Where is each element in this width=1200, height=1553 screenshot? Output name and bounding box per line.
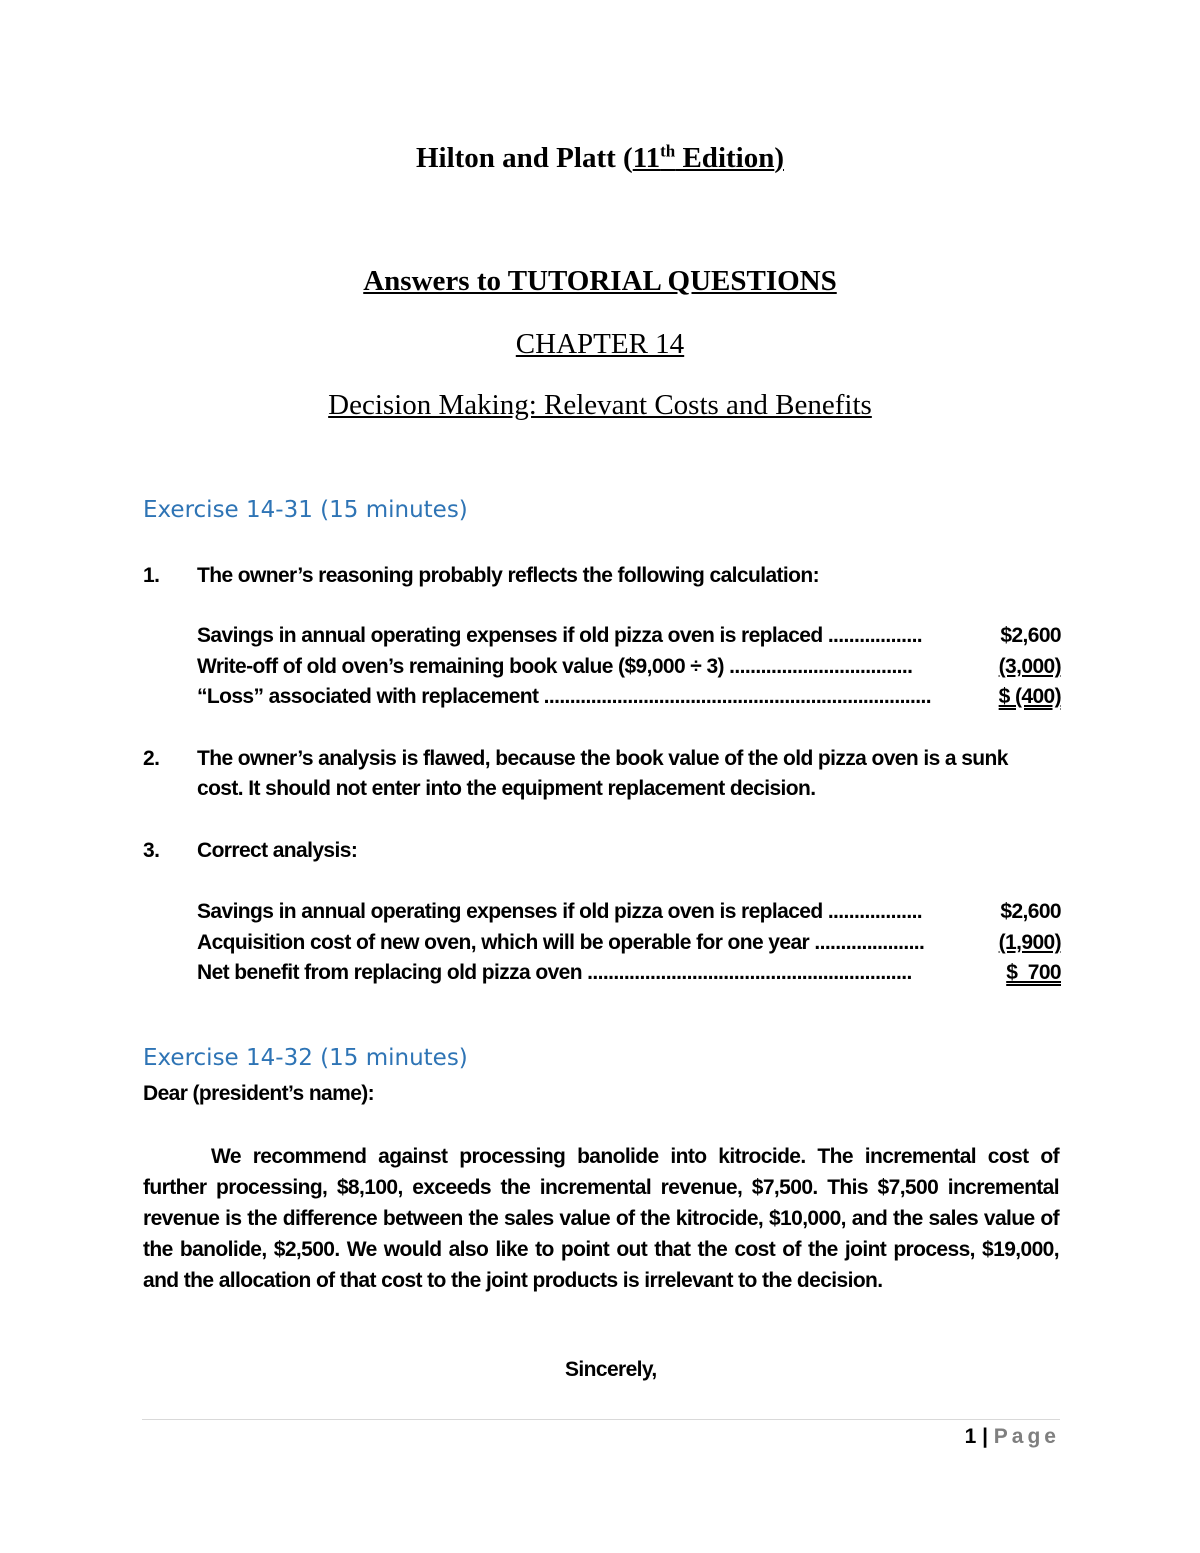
calc-row-label: Net benefit from replacing old pizza oven .............................................................. <box>197 961 912 984</box>
calc-row <box>197 900 1061 930</box>
calc-row-label: Write-off of old oven’s remaining book value ($9,000 ÷ 3) ................................... <box>197 655 913 678</box>
calc-row-label: Savings in annual operating expenses if old pizza oven is replaced .................. <box>197 900 923 923</box>
title-edition <box>633 142 775 174</box>
item-number: 2. <box>143 747 160 770</box>
chapter-heading: CHAPTER 14 <box>515 328 685 360</box>
calc-row-label: Acquisition cost of new oven, which will be operable for one year ..................... <box>197 931 925 954</box>
page-footer <box>965 1425 1060 1449</box>
calc-row-value: $ (400) <box>998 685 1061 708</box>
item-3-text: Correct analysis: <box>197 839 358 862</box>
exercise-14-31-heading: Exercise 14-31 (15 minutes) <box>143 497 468 523</box>
title-superscript: th <box>660 141 676 161</box>
exercise-14-32-heading: Exercise 14-32 (15 minutes) <box>143 1045 468 1071</box>
title-edition-word: Edition <box>675 142 775 174</box>
footer-separator: | <box>976 1425 994 1448</box>
item-2-line-2: cost. It should not enter into the equipment replacement decision. <box>197 777 816 800</box>
item-1-text: The owner’s reasoning probably reflects the following calculation: <box>197 564 820 587</box>
page-label: Page <box>993 1425 1060 1448</box>
item-number: 3. <box>143 839 160 862</box>
letter-paragraph: We recommend against processing banolide into kitrocide. The incremental cost of further processing, $8,100, exceeds the incremental revenue, $7,500. This $7,500 incremental revenue is the difference between the sales value of the kitrocide, $10,000, and the sales value of the banolide, $2,500. We would also like to point out that the cost of the joint process, $19,000, and the allocation of that cost to the joint products is irrelevant to the decision. <box>143 1145 1059 1292</box>
calc-row <box>197 931 1061 961</box>
chapter-topic: Decision Making: Relevant Costs and Benefits <box>328 389 872 421</box>
calc-row-value: $2,600 <box>1000 900 1061 923</box>
letter-closing: Sincerely, <box>565 1358 657 1381</box>
calc-row-label: Savings in annual operating expenses if old pizza oven is replaced .................. <box>197 624 923 647</box>
calc-row-label: “Loss” associated with replacement .......................................................................... <box>197 685 931 708</box>
calc-row-value: (3,000) <box>998 655 1061 678</box>
title-suffix: ) <box>774 142 785 174</box>
letter-salutation: Dear (president’s name): <box>143 1082 375 1105</box>
calc-row-total <box>197 685 1061 715</box>
calc-row <box>197 624 1061 654</box>
calc-row-value: $ 700 <box>1006 961 1061 984</box>
page-number: 1 <box>964 1425 977 1448</box>
calc-row-value: (1,900) <box>998 931 1061 954</box>
item-2-line-1: The owner’s analysis is flawed, because the book value of the old pizza oven is a sunk <box>197 747 1008 770</box>
footer-divider <box>142 1419 1060 1420</box>
document-title <box>0 142 1200 175</box>
item-number: 1. <box>143 564 160 587</box>
calc-row-total <box>197 961 1061 991</box>
calc-row-value: $2,600 <box>1000 624 1061 647</box>
title-prefix: Hilton and Platt ( <box>415 142 633 174</box>
document-subtitle: Answers to TUTORIAL QUESTIONS <box>363 265 837 297</box>
calc-row <box>197 655 1061 685</box>
title-edition-number: 11 <box>632 142 661 174</box>
